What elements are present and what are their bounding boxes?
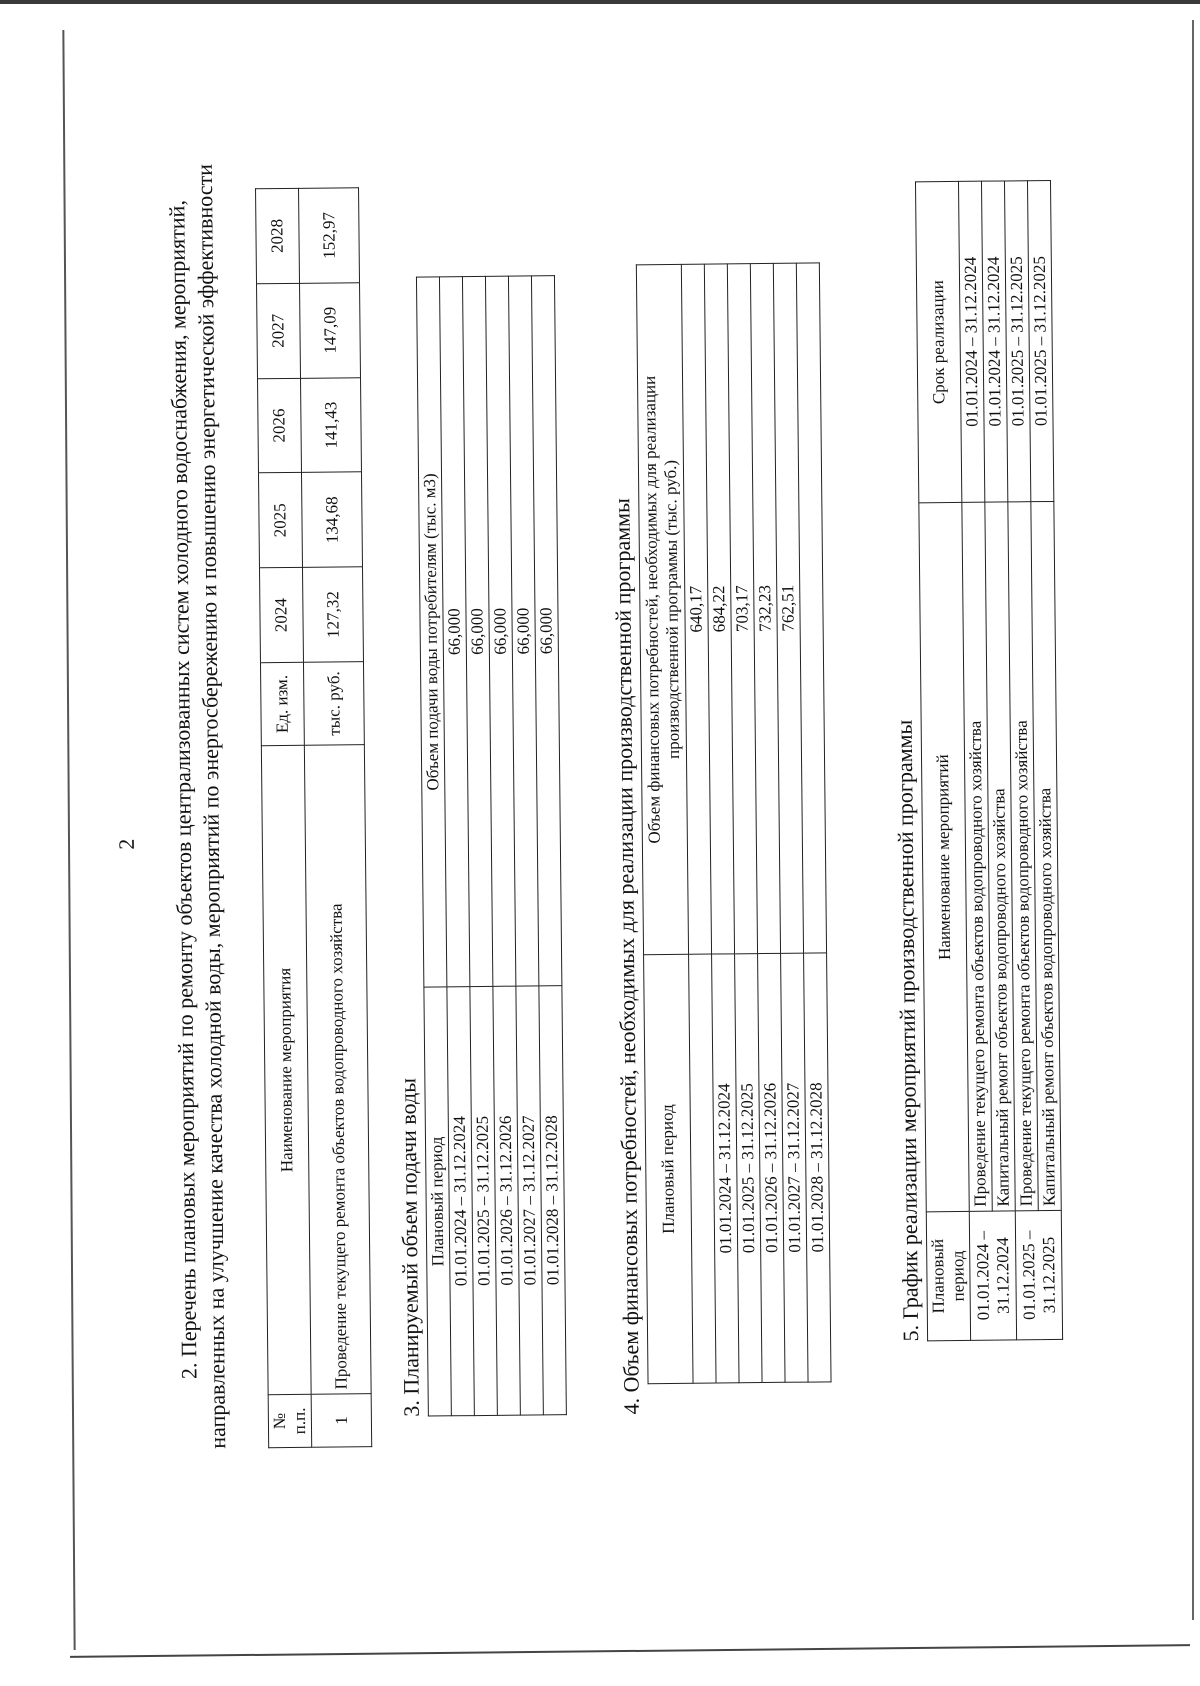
- term-cell: 01.01.2025 – 31.12.2025: [1004, 181, 1030, 502]
- header-period: Плановый период: [424, 987, 451, 1416]
- period-cell: 01.01.2024 – 31.12.2024: [447, 987, 474, 1416]
- row-value: 141,43: [301, 377, 362, 472]
- scan-edge-left: [62, 30, 75, 1650]
- header-term: Срок реализации: [915, 181, 961, 502]
- row-value: 147,09: [300, 283, 361, 378]
- header-year: 2027: [257, 283, 301, 378]
- header-volume: Объем финансовых потребностей, необходимых для реализации производственной программы (тыс. руб.): [636, 264, 688, 954]
- measure-name-cell: Капитальный ремонт объектов водопроводного хозяйства: [985, 502, 1015, 1211]
- amount-cell: 732,23: [750, 263, 780, 953]
- period-cell: 01.01.2024 – 31.12.2024: [712, 954, 739, 1383]
- period-cell: 01.01.2028 – 31.12.2028: [804, 953, 831, 1382]
- period-cell: 01.01.2025 – 31.12.2025: [470, 986, 497, 1415]
- header-period: Плановый период: [926, 1211, 970, 1340]
- header-no: [268, 1394, 312, 1447]
- row-value: 127,32: [302, 567, 363, 662]
- schedule-table: [915, 180, 1063, 1341]
- scan-edge-right: [1192, 20, 1194, 1620]
- measures-table: [255, 187, 372, 1448]
- row-name: Проведение текущего ремонта объектов водопроводного хозяйства: [304, 745, 371, 1395]
- measure-name-cell: Проведение текущего ремонта объектов водопроводного хозяйства: [962, 502, 992, 1211]
- term-cell: 01.01.2024 – 31.12.2024: [981, 181, 1007, 502]
- section-2-title: 2. Перечень плановых мероприятий по ремонту объектов централизованных систем холодного водоснабжения, мероприятий, направленных на улучшение качества холодной воды, мероприятий по энергосбережению и повышению энергетической эффективности: [164, 163, 231, 1449]
- measure-name-cell: Проведение текущего ремонта объектов водопроводного хозяйства: [1008, 502, 1038, 1211]
- amount-cell: 684,22: [704, 264, 734, 954]
- header-year: 2028: [256, 188, 300, 283]
- amount-cell: 703,17: [727, 264, 757, 954]
- row-no: 1: [311, 1394, 372, 1448]
- period-cell: 01.01.2025 – 31.12.2025: [735, 954, 762, 1383]
- header-no-line1: №: [269, 1412, 290, 1430]
- header-name: Наименование мероприятий: [919, 502, 969, 1211]
- row-value: 134,68: [301, 472, 362, 567]
- volume-cell: 66,000: [531, 276, 561, 986]
- period-cell: 01.01.2028 – 31.12.2028: [539, 986, 566, 1415]
- volume-cell: 66,000: [439, 277, 469, 987]
- header-name: Наименование мероприятия: [261, 745, 311, 1394]
- header-volume: Объем подачи воды потребителям (тыс. м3): [416, 277, 446, 987]
- financial-needs-table: [636, 262, 832, 1384]
- header-year: 2026: [258, 378, 302, 473]
- scan-edge-bottom: [70, 1644, 1190, 1658]
- header-no-line2: п.п.: [289, 1407, 310, 1435]
- period-cell: 01.01.2026 – 31.12.2026: [493, 986, 520, 1415]
- term-cell: 01.01.2024 – 31.12.2024: [958, 181, 984, 502]
- measure-name-cell: Капитальный ремонт объектов водопроводного хозяйства: [1031, 501, 1061, 1210]
- term-cell: 01.01.2025 – 31.12.2025: [1027, 180, 1053, 501]
- table-row: [299, 188, 372, 1448]
- rotated-document-page: [84, 49, 1130, 1620]
- section-5-title: 5. График реализации мероприятий производственной программы: [891, 719, 924, 1342]
- period-cell: 01.01.2027 – 31.12.2027: [516, 986, 543, 1415]
- header-unit: Ед. изм.: [260, 662, 304, 745]
- amount-cell: 762,51: [773, 263, 803, 953]
- volume-cell: 66,000: [485, 276, 515, 986]
- section-4-title: 4. Объем финансовых потребностей, необходимых для реализации производственной программы: [609, 498, 644, 1415]
- section-3-title: 3. Планируемый объем подачи воды: [395, 1077, 424, 1417]
- period-cell: 01.01.2025 – 31.12.2025: [1015, 1210, 1062, 1339]
- scan-edge-top: [0, 0, 1200, 4]
- period-cell: 01.01.2024 – 31.12.2024: [969, 1211, 1016, 1340]
- page-number: 2: [113, 838, 139, 850]
- header-year: 2024: [259, 568, 303, 663]
- header-period: Плановый период: [644, 954, 693, 1383]
- row-value: 152,97: [299, 188, 360, 283]
- volume-cell: 66,000: [508, 276, 538, 986]
- water-volume-table: [416, 275, 567, 1416]
- period-cell: 01.01.2027 – 31.12.2027: [781, 953, 808, 1382]
- header-year: 2025: [258, 473, 302, 568]
- amount-cell: 640,17: [681, 264, 711, 954]
- period-cell: 01.01.2026 – 31.12.2026: [758, 953, 785, 1382]
- row-unit: тыс. руб.: [303, 662, 364, 746]
- volume-cell: 66,000: [462, 276, 492, 986]
